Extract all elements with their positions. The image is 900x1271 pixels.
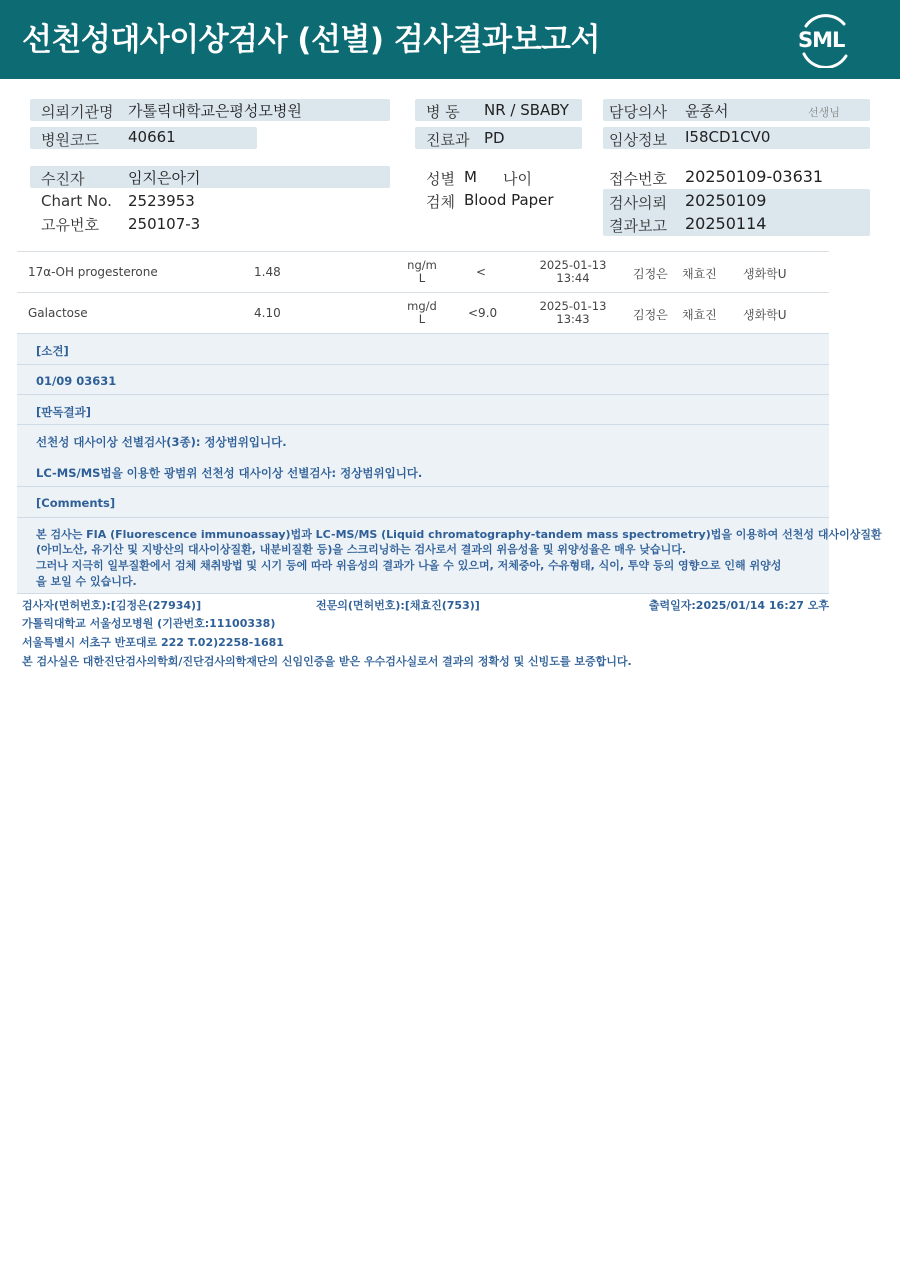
sex-label: 성별 [426,170,455,188]
unit-top: ng/m [407,258,437,272]
print-date: 출력일자:2025/01/14 16:27 오후 [648,599,829,612]
interpretation-header: [판독결과] [36,405,91,419]
test-name: 17α-OH progesterone [28,265,158,279]
doctor-label: 담당의사 [609,103,667,121]
test-date: 2025-01-13 [539,258,607,272]
doctor-note: 선생님 [808,106,840,119]
institution-label: 의뢰기관명 [41,103,114,121]
interpretation-line: LC-MS/MS법을 이용한 광범위 선천성 대사이상 선별검사: 정상범위입니다. [36,466,423,480]
dept-label: 진료과 [426,131,470,149]
tester-name: 김정은 [633,308,668,322]
opinion-text: 01/09 03631 [36,374,117,388]
report-header [0,0,900,79]
patient-value: 임지은아기 [128,169,201,187]
test-date: 2025-01-13 [539,299,607,313]
comment-line: (아미노산, 유기산 및 지방산의 대사이상질환, 내분비질환 등)을 스크리닝하는 검사로서 결과의 위음성율 및 위양성율은 매우 낮습니다. [36,543,687,556]
specialist-signature: 전문의(면허번호):[채효진(753)] [316,599,480,612]
test-unit [402,300,442,326]
unit-top: mg/d [407,299,437,313]
unit-bottom: L [418,312,426,326]
clinical-value: I58CD1CV0 [685,128,771,146]
comment-line: 본 검사는 FIA (Fluorescence immunoassay)법과 LC-MS/MS (Liquid chromatography-tandem mass spectrometry)법을 이용하여 선천성 대사이상질환 [36,528,882,541]
tester-name: 김정은 [633,267,668,281]
findings-divider [17,424,829,425]
comments-header: [Comments] [36,496,116,510]
receipt-label: 접수번호 [609,170,667,188]
findings-divider [17,394,829,395]
reviewer-name: 채효진 [682,267,717,281]
report-title: 선천성대사이상검사 (선별) 검사결과보고서 [22,22,600,58]
table-top-rule [17,251,829,252]
ward-value: NR / SBABY [484,101,569,119]
section-name: 생화학U [743,267,787,281]
findings-divider [17,593,829,594]
unique-value: 250107-3 [128,215,201,233]
test-value: 1.48 [254,265,281,279]
patient-label: 수진자 [41,170,85,188]
receipt-value: 20250109-03631 [685,167,824,186]
findings-divider [17,364,829,365]
logo-text: SML [798,28,845,52]
doctor-value: 윤종서 [685,102,729,120]
chart-label: Chart No. [41,192,112,210]
findings-divider [17,517,829,518]
certification-note: 본 검사실은 대한진단검사의학회/진단검사의학재단의 신임인증을 받은 우수검사실로서 결과의 정확성 및 신빙도를 보증합니다. [22,655,632,668]
test-datetime [538,259,608,285]
row-divider [17,292,829,293]
request-label: 검사의뢰 [609,194,667,212]
opinion-header: [소견] [36,344,69,358]
comment-line: 그러나 지극히 일부질환에서 검체 채취방법 및 시기 등에 따라 위음성의 결과가 나올 수 있으며, 저체중아, 수유형태, 식이, 투약 등의 영향으로 인해 위양성 [36,559,782,572]
reference-range: <9.0 [468,306,498,320]
reference-range: < [476,265,487,279]
tester-signature: 검사자(면허번호):[김정은(27934)] [22,599,202,612]
lab-address: 서울특별시 서초구 반포대로 222 T.02)2258-1681 [22,636,284,649]
test-time: 13:44 [556,271,590,285]
findings-divider [17,333,829,334]
test-name: Galactose [28,306,88,320]
report-value: 20250114 [685,214,767,233]
hospital-code-value: 40661 [128,128,176,146]
section-name: 생화학U [743,308,787,322]
request-value: 20250109 [685,191,767,210]
test-value: 4.10 [254,306,281,320]
chart-value: 2523953 [128,192,195,210]
unit-bottom: L [418,271,426,285]
interpretation-line: 선천성 대사이상 선별검사(3종): 정상범위입니다. [36,435,287,449]
comment-line: 을 보일 수 있습니다. [36,575,137,588]
test-unit [402,259,442,285]
unique-label: 고유번호 [41,216,99,234]
findings-divider [17,486,829,487]
test-datetime [538,300,608,326]
reviewer-name: 채효진 [682,308,717,322]
hospital-code-label: 병원코드 [41,131,99,149]
dept-value: PD [484,129,505,147]
report-label: 결과보고 [609,217,667,235]
ward-label: 병 동 [426,103,460,121]
specimen-label: 검체 [426,193,455,211]
institution-value: 가톨릭대학교은평성모병원 [128,102,302,120]
sex-value: M [464,168,477,186]
age-label: 나이 [503,170,532,188]
sml-logo [796,12,854,68]
clinical-label: 임상정보 [609,131,667,149]
specimen-value: Blood Paper [464,191,554,209]
test-time: 13:43 [556,312,590,326]
lab-name: 가톨릭대학교 서울성모병원 (기관번호:11100338) [22,617,276,630]
